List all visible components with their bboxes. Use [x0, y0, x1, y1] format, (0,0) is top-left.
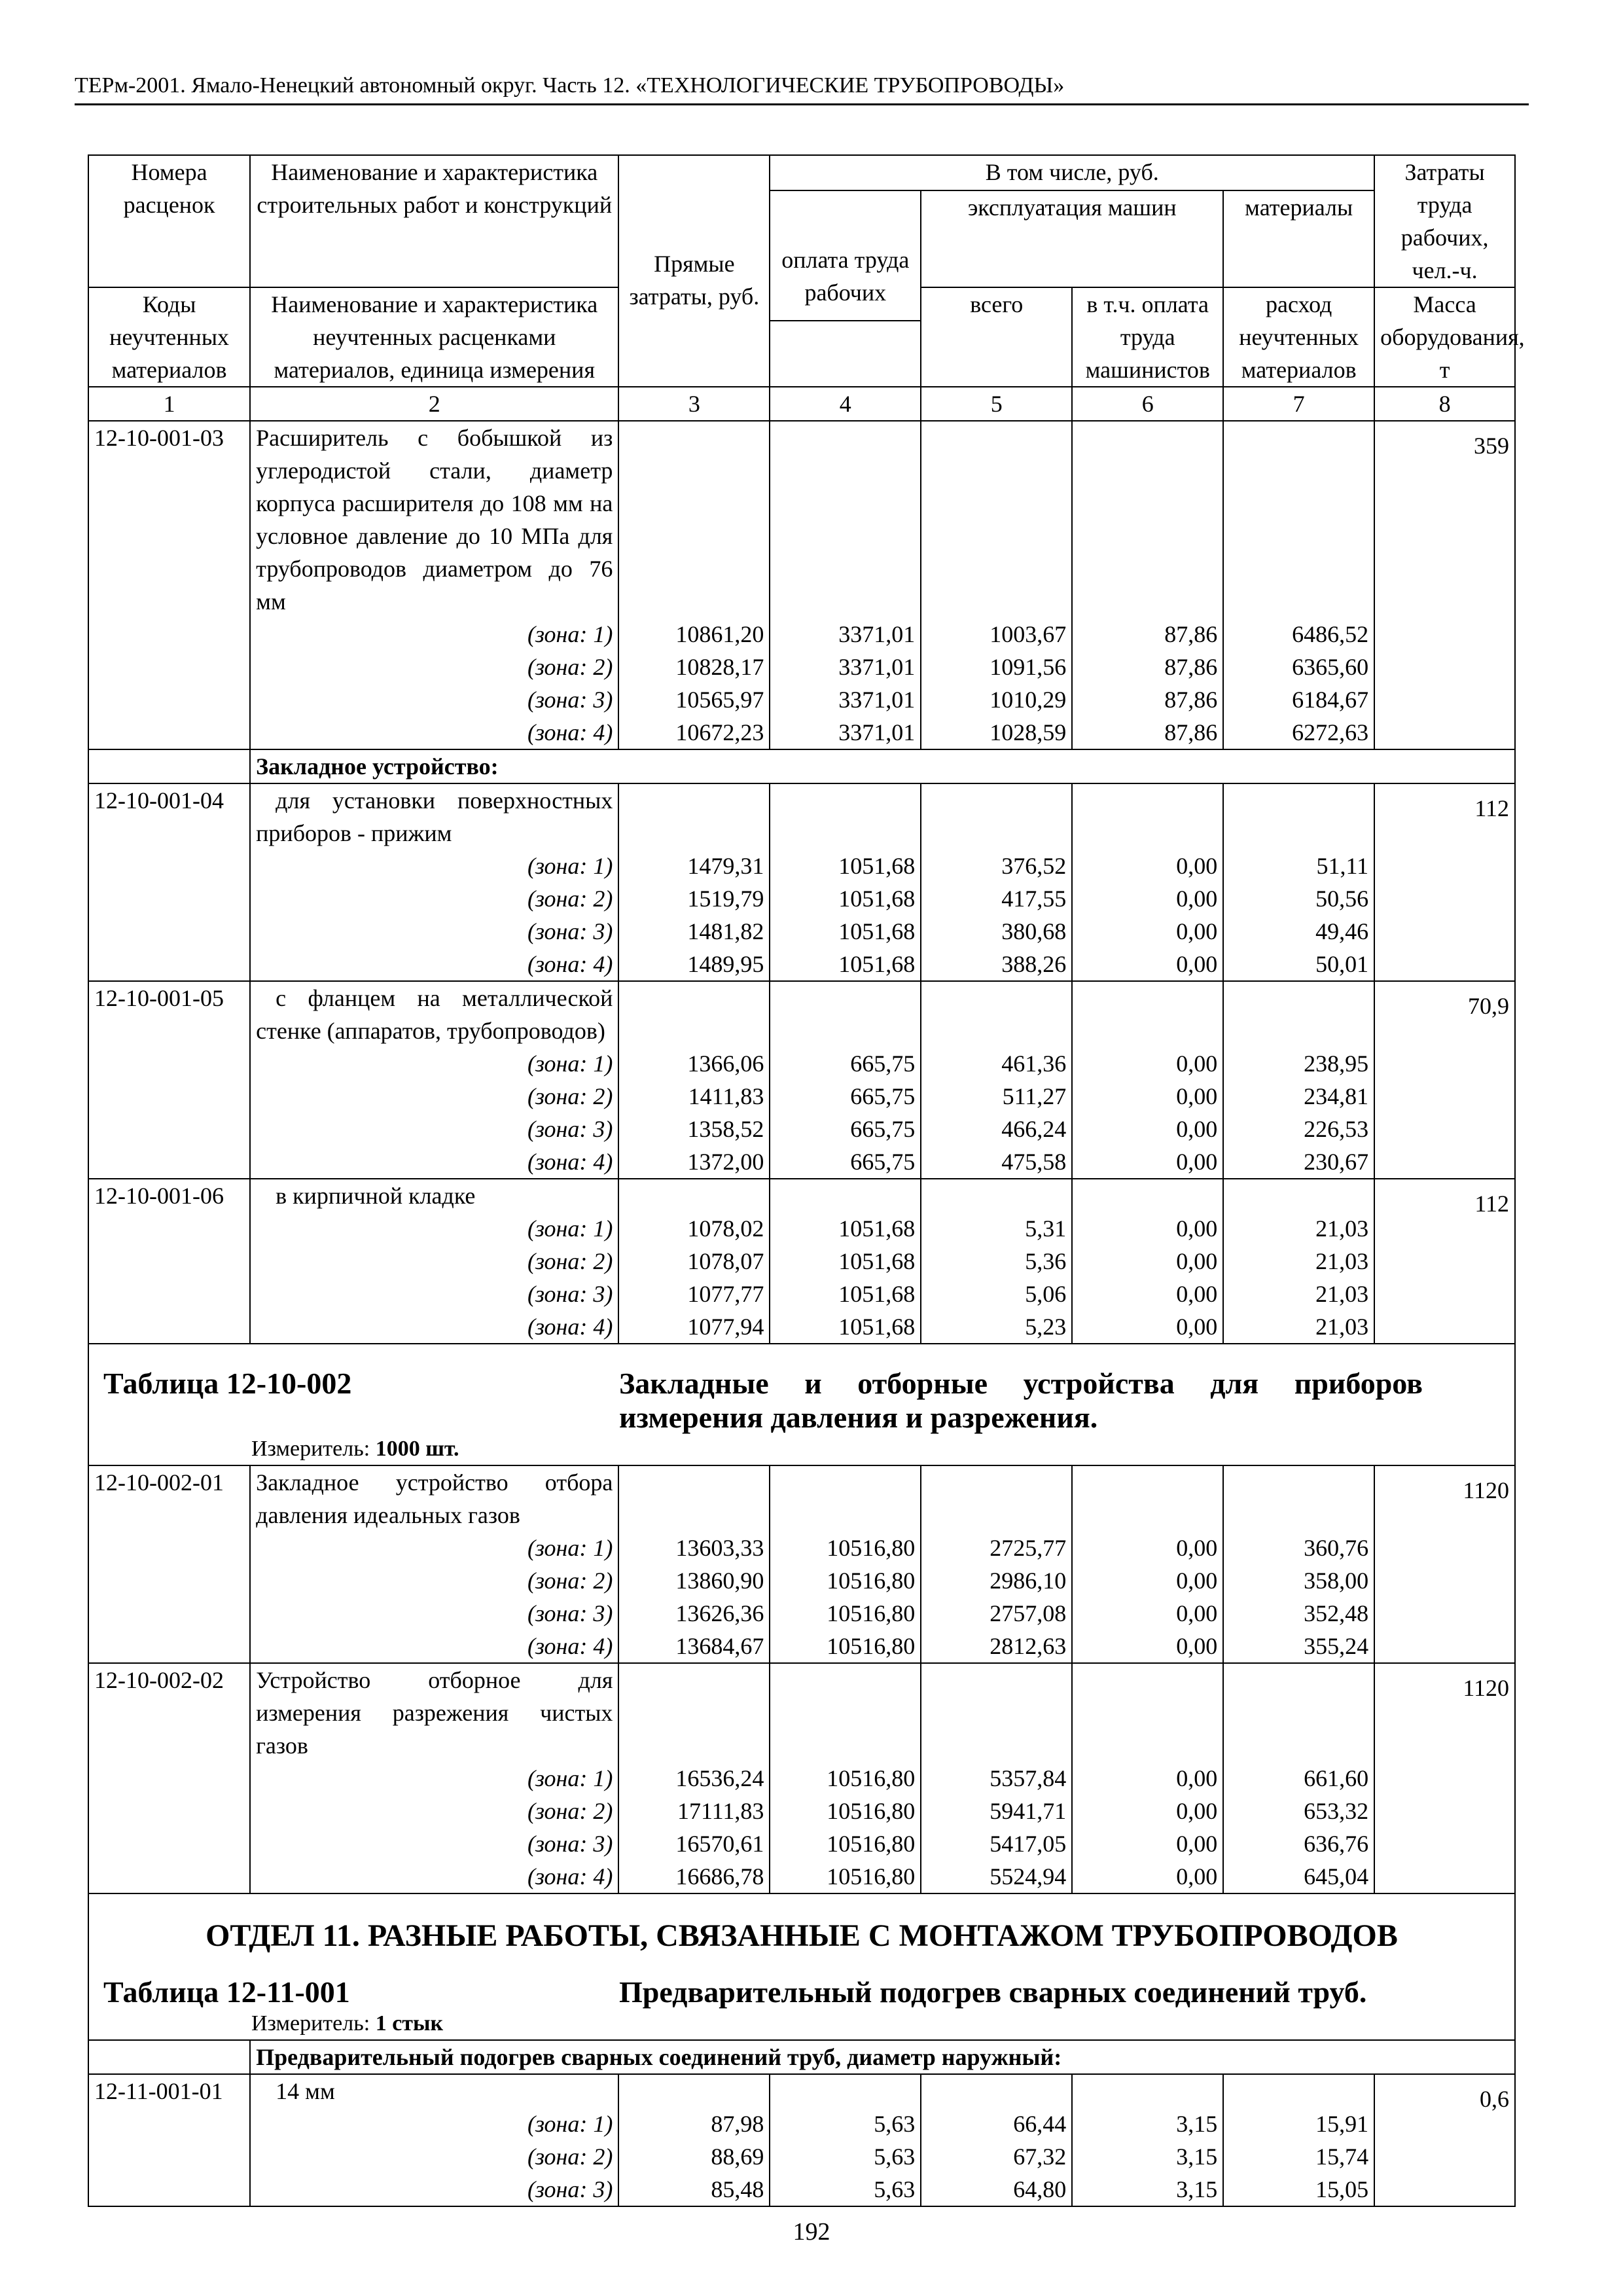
zone-label: (зона: 1) [250, 2108, 618, 2140]
zone-value: 665,75 [770, 1113, 921, 1145]
zone-label: (зона: 2) [250, 1080, 618, 1113]
col-num: 1 [88, 387, 250, 421]
rate-block [88, 1663, 1515, 1893]
zone-value: 1077,77 [618, 1278, 770, 1310]
zone-value: 1489,95 [618, 948, 770, 981]
zone-value: 0,00 [1072, 1245, 1223, 1278]
col-num: 5 [921, 387, 1072, 421]
col-header-1a: Номера расценок [88, 155, 250, 287]
zone-value: 87,86 [1072, 683, 1223, 716]
zone-value: 0,00 [1072, 850, 1223, 882]
rate-description: для установки поверхностных приборов - прижим [250, 783, 618, 850]
labor-cost: 0,6 [1374, 2074, 1515, 2206]
zone-value: 0,00 [1072, 915, 1223, 948]
page-number: 192 [793, 2218, 830, 2246]
zone-value: 0,00 [1072, 1310, 1223, 1344]
zone-label: (зона: 1) [250, 1762, 618, 1795]
rate-code: 12-10-001-03 [88, 421, 250, 618]
zone-value: 2986,10 [921, 1564, 1072, 1597]
col-header-8a: Затраты труда рабочих, чел.-ч. [1374, 155, 1515, 287]
price-table [88, 154, 1525, 2207]
measure-unit: Измеритель: 1 стык [251, 2011, 444, 2036]
zone-label: (зона: 1) [250, 850, 618, 882]
zone-label: (зона: 2) [250, 1564, 618, 1597]
zone-label: (зона: 3) [250, 1278, 618, 1310]
zone-value: 1366,06 [618, 1047, 770, 1080]
zone-value: 3371,01 [770, 651, 921, 683]
zone-value: 358,00 [1223, 1564, 1374, 1597]
zone-label: (зона: 4) [250, 716, 618, 749]
rate-description: Закладное устройство отбора давления идеальных газов [250, 1465, 618, 1532]
zone-value: 3371,01 [770, 683, 921, 716]
zone-value: 0,00 [1072, 1827, 1223, 1860]
zone-value: 10828,17 [618, 651, 770, 683]
zone-value: 2812,63 [921, 1630, 1072, 1663]
zone-row [88, 915, 1515, 948]
zone-value: 51,11 [1223, 850, 1374, 882]
rate-description: Устройство отборное для измерения разрежения чистых газов [250, 1663, 618, 1762]
zone-value: 1051,68 [770, 915, 921, 948]
labor-cost: 112 [1374, 783, 1515, 981]
zone-label: (зона: 3) [250, 915, 618, 948]
zone-row [88, 1047, 1515, 1080]
rate-code: 12-10-001-06 [88, 1179, 250, 1212]
zone-value: 376,52 [921, 850, 1072, 882]
zone-value: 1372,00 [618, 1145, 770, 1179]
rate-code: 12-10-001-05 [88, 981, 250, 1047]
zone-value: 85,48 [618, 2173, 770, 2206]
zone-value: 5,63 [770, 2173, 921, 2206]
zone-row [88, 1278, 1515, 1310]
zone-row [88, 1080, 1515, 1113]
zone-value: 0,00 [1072, 1762, 1223, 1795]
zone-label: (зона: 4) [250, 1630, 618, 1663]
zone-value: 10516,80 [770, 1762, 921, 1795]
labor-cost: 70,9 [1374, 981, 1515, 1179]
zone-row [88, 1762, 1515, 1795]
zone-value: 64,80 [921, 2173, 1072, 2206]
zone-label: (зона: 2) [250, 1245, 618, 1278]
col-num: 2 [250, 387, 618, 421]
labor-cost: 1120 [1374, 1663, 1515, 1893]
rate-row [88, 1179, 1515, 1212]
zone-value: 388,26 [921, 948, 1072, 981]
zone-value: 10516,80 [770, 1532, 921, 1564]
zone-row [88, 1145, 1515, 1179]
table-title: Предварительный подогрев сварных соединений труб. [619, 1975, 1367, 2009]
col-header-in-total: В том числе, руб. [770, 155, 1374, 190]
zone-value: 0,00 [1072, 882, 1223, 915]
zone-value: 1078,07 [618, 1245, 770, 1278]
zone-value: 380,68 [921, 915, 1072, 948]
zone-row [88, 651, 1515, 683]
zone-value: 417,55 [921, 882, 1072, 915]
zone-row [88, 1860, 1515, 1893]
zone-label: (зона: 4) [250, 948, 618, 981]
zone-value: 67,32 [921, 2140, 1072, 2173]
zone-label: (зона: 2) [250, 882, 618, 915]
zone-value: 87,98 [618, 2108, 770, 2140]
col-header-5: всего [921, 287, 1072, 387]
zone-value: 0,00 [1072, 1113, 1223, 1145]
zone-label: (зона: 1) [250, 1532, 618, 1564]
zone-value: 1077,94 [618, 1310, 770, 1344]
rate-row [88, 1465, 1515, 1532]
col-header-7: расход неучтенных материалов [1223, 287, 1374, 387]
col-num: 4 [770, 387, 921, 421]
zone-value: 10672,23 [618, 716, 770, 749]
zone-value: 0,00 [1072, 1047, 1223, 1080]
zone-row [88, 683, 1515, 716]
zone-value: 5524,94 [921, 1860, 1072, 1893]
zone-label: (зона: 4) [250, 1145, 618, 1179]
zone-value: 0,00 [1072, 948, 1223, 981]
zone-value: 5,31 [921, 1212, 1072, 1245]
zone-value: 1411,83 [618, 1080, 770, 1113]
zone-value: 665,75 [770, 1080, 921, 1113]
group-row [88, 749, 1515, 783]
zone-value: 5,06 [921, 1278, 1072, 1310]
zone-label: (зона: 3) [250, 1113, 618, 1145]
zone-value: 0,00 [1072, 1630, 1223, 1663]
zone-value: 10516,80 [770, 1564, 921, 1597]
rate-description: 14 мм [250, 2074, 618, 2108]
zone-row [88, 1113, 1515, 1145]
zone-value: 636,76 [1223, 1827, 1374, 1860]
zone-value: 0,00 [1072, 1795, 1223, 1827]
zone-row [88, 1630, 1515, 1663]
zone-row [88, 2173, 1515, 2206]
zone-row [88, 1245, 1515, 1278]
zone-value: 665,75 [770, 1047, 921, 1080]
zone-row [88, 948, 1515, 981]
zone-value: 1078,02 [618, 1212, 770, 1245]
zone-value: 2725,77 [921, 1532, 1072, 1564]
table-title-block [88, 1344, 1515, 1465]
rate-block [88, 421, 1515, 749]
zone-value: 1051,68 [770, 1278, 921, 1310]
zone-value: 6272,63 [1223, 716, 1374, 749]
zone-value: 238,95 [1223, 1047, 1374, 1080]
zone-label: (зона: 3) [250, 1827, 618, 1860]
zone-value: 10516,80 [770, 1860, 921, 1893]
zone-value: 653,32 [1223, 1795, 1374, 1827]
zone-value: 1051,68 [770, 1310, 921, 1344]
zone-value: 3371,01 [770, 716, 921, 749]
zone-value: 1003,67 [921, 618, 1072, 651]
zone-value: 6184,67 [1223, 683, 1374, 716]
zone-row [88, 618, 1515, 651]
section-title: ОТДЕЛ 11. РАЗНЫЕ РАБОТЫ, СВЯЗАННЫЕ С МОНТАЖОМ ТРУБОПРОВОДОВ [205, 1918, 1398, 1953]
zone-row [88, 1212, 1515, 1245]
col-header-4: оплата труда рабочих [770, 190, 921, 321]
zone-row [88, 716, 1515, 749]
zone-value: 10516,80 [770, 1597, 921, 1630]
zone-row [88, 1564, 1515, 1597]
zone-value: 3,15 [1072, 2140, 1223, 2173]
col-num: 3 [618, 387, 770, 421]
zone-value: 645,04 [1223, 1860, 1374, 1893]
zone-row [88, 1310, 1515, 1344]
rate-block [88, 783, 1515, 981]
zone-row [88, 1597, 1515, 1630]
rate-description: Расширитель с бобышкой из углеродистой стали, диаметр корпуса расширителя до 108 мм на условное давление до 10 МПа для трубопроводов диаметром до 76 мм [250, 421, 618, 618]
zone-value: 10516,80 [770, 1827, 921, 1860]
zone-value: 5941,71 [921, 1795, 1072, 1827]
table-header [88, 155, 1525, 387]
zone-value: 21,03 [1223, 1310, 1374, 1344]
rate-row [88, 981, 1515, 1047]
zone-value: 1051,68 [770, 850, 921, 882]
zone-row [88, 1795, 1515, 1827]
zone-value: 360,76 [1223, 1532, 1374, 1564]
zone-value: 15,05 [1223, 2173, 1374, 2206]
zone-value: 5357,84 [921, 1762, 1072, 1795]
zone-value: 1010,29 [921, 683, 1072, 716]
col-header-materials: материалы [1223, 190, 1374, 287]
zone-value: 16536,24 [618, 1762, 770, 1795]
zone-value: 10516,80 [770, 1630, 921, 1663]
zone-value: 1028,59 [921, 716, 1072, 749]
zone-value: 0,00 [1072, 1080, 1223, 1113]
zone-value: 466,24 [921, 1113, 1072, 1145]
zone-row [88, 1827, 1515, 1860]
zone-value: 6365,60 [1223, 651, 1374, 683]
zone-row [88, 2108, 1515, 2140]
zone-value: 1051,68 [770, 1245, 921, 1278]
zone-value: 0,00 [1072, 1278, 1223, 1310]
group-code [88, 2040, 250, 2074]
zone-value: 230,67 [1223, 1145, 1374, 1179]
zone-value: 0,00 [1072, 1597, 1223, 1630]
zone-value: 352,48 [1223, 1597, 1374, 1630]
zone-value: 511,27 [921, 1080, 1072, 1113]
zone-value: 1481,82 [618, 915, 770, 948]
rate-code: 12-10-002-01 [88, 1465, 250, 1532]
zone-label: (зона: 2) [250, 651, 618, 683]
col-header-2b: Наименование и характеристика неучтенных расценками материалов, единица измерения [250, 287, 618, 387]
zone-value: 1051,68 [770, 948, 921, 981]
zone-row [88, 2140, 1515, 2173]
zone-label: (зона: 2) [250, 1795, 618, 1827]
col-header-6: в т.ч. оплата труда машинистов [1072, 287, 1223, 387]
zone-label: (зона: 3) [250, 2173, 618, 2206]
zone-value: 355,24 [1223, 1630, 1374, 1663]
zone-value: 461,36 [921, 1047, 1072, 1080]
rate-row [88, 783, 1515, 850]
col-header-3: Прямые затраты, руб. [618, 155, 770, 387]
col-header-machines: эксплуатация машин [921, 190, 1223, 287]
zone-label: (зона: 1) [250, 618, 618, 651]
zone-value: 21,03 [1223, 1245, 1374, 1278]
zone-value: 87,86 [1072, 618, 1223, 651]
zone-value: 5417,05 [921, 1827, 1072, 1860]
zone-value: 5,63 [770, 2108, 921, 2140]
rate-description: в кирпичной кладке [250, 1179, 618, 1212]
zone-value: 226,53 [1223, 1113, 1374, 1145]
zone-value: 16686,78 [618, 1860, 770, 1893]
zone-label: (зона: 3) [250, 683, 618, 716]
zone-label: (зона: 2) [250, 2140, 618, 2173]
zone-value: 1051,68 [770, 1212, 921, 1245]
rate-block [88, 1179, 1515, 1344]
section-title-block [88, 1893, 1515, 2040]
zone-label: (зона: 1) [250, 1212, 618, 1245]
zone-value: 10516,80 [770, 1795, 921, 1827]
zone-row [88, 1532, 1515, 1564]
zone-value: 87,86 [1072, 651, 1223, 683]
group-code [88, 749, 250, 783]
rate-code: 12-10-001-04 [88, 783, 250, 850]
zone-row [88, 882, 1515, 915]
labor-cost: 359 [1374, 421, 1515, 749]
zone-value: 6486,52 [1223, 618, 1374, 651]
zone-value: 3,15 [1072, 2108, 1223, 2140]
table-id: Таблица 12-10-002 [103, 1367, 352, 1400]
zone-value: 15,91 [1223, 2108, 1374, 2140]
zone-value: 0,00 [1072, 1145, 1223, 1179]
group-row [88, 2040, 1515, 2074]
rate-block [88, 981, 1515, 1179]
group-label: Предварительный подогрев сварных соединений труб, диаметр наружный: [250, 2040, 1515, 2074]
zone-value: 10565,97 [618, 683, 770, 716]
zone-value: 5,23 [921, 1310, 1072, 1344]
table-title: Закладные и отборные устройства для приборов измерения давления и разрежения. [619, 1367, 1423, 1434]
zone-value: 475,58 [921, 1145, 1072, 1179]
zone-value: 15,74 [1223, 2140, 1374, 2173]
zone-value: 16570,61 [618, 1827, 770, 1860]
group-label: Закладное устройство: [250, 749, 1515, 783]
labor-cost: 112 [1374, 1179, 1515, 1344]
zone-value: 0,00 [1072, 1212, 1223, 1245]
zone-value: 0,00 [1072, 1564, 1223, 1597]
zone-value: 10861,20 [618, 618, 770, 651]
zone-value: 13626,36 [618, 1597, 770, 1630]
zone-value: 1519,79 [618, 882, 770, 915]
col-num: 8 [1374, 387, 1515, 421]
zone-value: 88,69 [618, 2140, 770, 2173]
zone-value: 5,36 [921, 1245, 1072, 1278]
zone-value: 87,86 [1072, 716, 1223, 749]
zone-value: 50,01 [1223, 948, 1374, 981]
zone-value: 661,60 [1223, 1762, 1374, 1795]
zone-value: 17111,83 [618, 1795, 770, 1827]
zone-value: 5,63 [770, 2140, 921, 2173]
rate-row [88, 2074, 1515, 2108]
zone-value: 13603,33 [618, 1532, 770, 1564]
col-header-1b: Коды неучтенных материалов [88, 287, 250, 387]
zone-value: 1091,56 [921, 651, 1072, 683]
zone-value: 0,00 [1072, 1860, 1223, 1893]
zone-value: 3371,01 [770, 618, 921, 651]
page-header: ТЕРм-2001. Ямало-Ненецкий автономный округ. Часть 12. «ТЕХНОЛОГИЧЕСКИЕ ТРУБОПРОВОДЫ» [75, 73, 1529, 105]
zone-value: 1479,31 [618, 850, 770, 882]
zone-value: 50,56 [1223, 882, 1374, 915]
zone-value: 1358,52 [618, 1113, 770, 1145]
col-header-2a: Наименование и характеристика строительных работ и конструкций [250, 155, 618, 287]
zone-value: 1051,68 [770, 882, 921, 915]
zone-value: 2757,08 [921, 1597, 1072, 1630]
zone-value: 3,15 [1072, 2173, 1223, 2206]
zone-value: 21,03 [1223, 1278, 1374, 1310]
zone-value: 66,44 [921, 2108, 1072, 2140]
measure-unit: Измеритель: 1000 шт. [251, 1437, 459, 1461]
zone-row [88, 850, 1515, 882]
zone-value: 665,75 [770, 1145, 921, 1179]
column-number-row [88, 387, 1515, 421]
zone-value: 49,46 [1223, 915, 1374, 948]
rate-code: 12-10-002-02 [88, 1663, 250, 1762]
zone-value: 21,03 [1223, 1212, 1374, 1245]
rate-block [88, 2074, 1515, 2206]
labor-cost: 1120 [1374, 1465, 1515, 1663]
table-id: Таблица 12-11-001 [103, 1975, 350, 2009]
col-num: 6 [1072, 387, 1223, 421]
zone-value: 13684,67 [618, 1630, 770, 1663]
zone-label: (зона: 4) [250, 1860, 618, 1893]
zone-label: (зона: 3) [250, 1597, 618, 1630]
col-num: 7 [1223, 387, 1374, 421]
zone-label: (зона: 4) [250, 1310, 618, 1344]
col-header-8b: Масса оборудования, т [1374, 287, 1515, 387]
zone-label: (зона: 1) [250, 1047, 618, 1080]
zone-value: 13860,90 [618, 1564, 770, 1597]
zone-value: 0,00 [1072, 1532, 1223, 1564]
rate-row [88, 421, 1515, 618]
rate-row [88, 1663, 1515, 1762]
rate-description: с фланцем на металлической стенке (аппаратов, трубопроводов) [250, 981, 618, 1047]
rate-block [88, 1465, 1515, 1663]
rate-code: 12-11-001-01 [88, 2074, 250, 2108]
zone-value: 234,81 [1223, 1080, 1374, 1113]
